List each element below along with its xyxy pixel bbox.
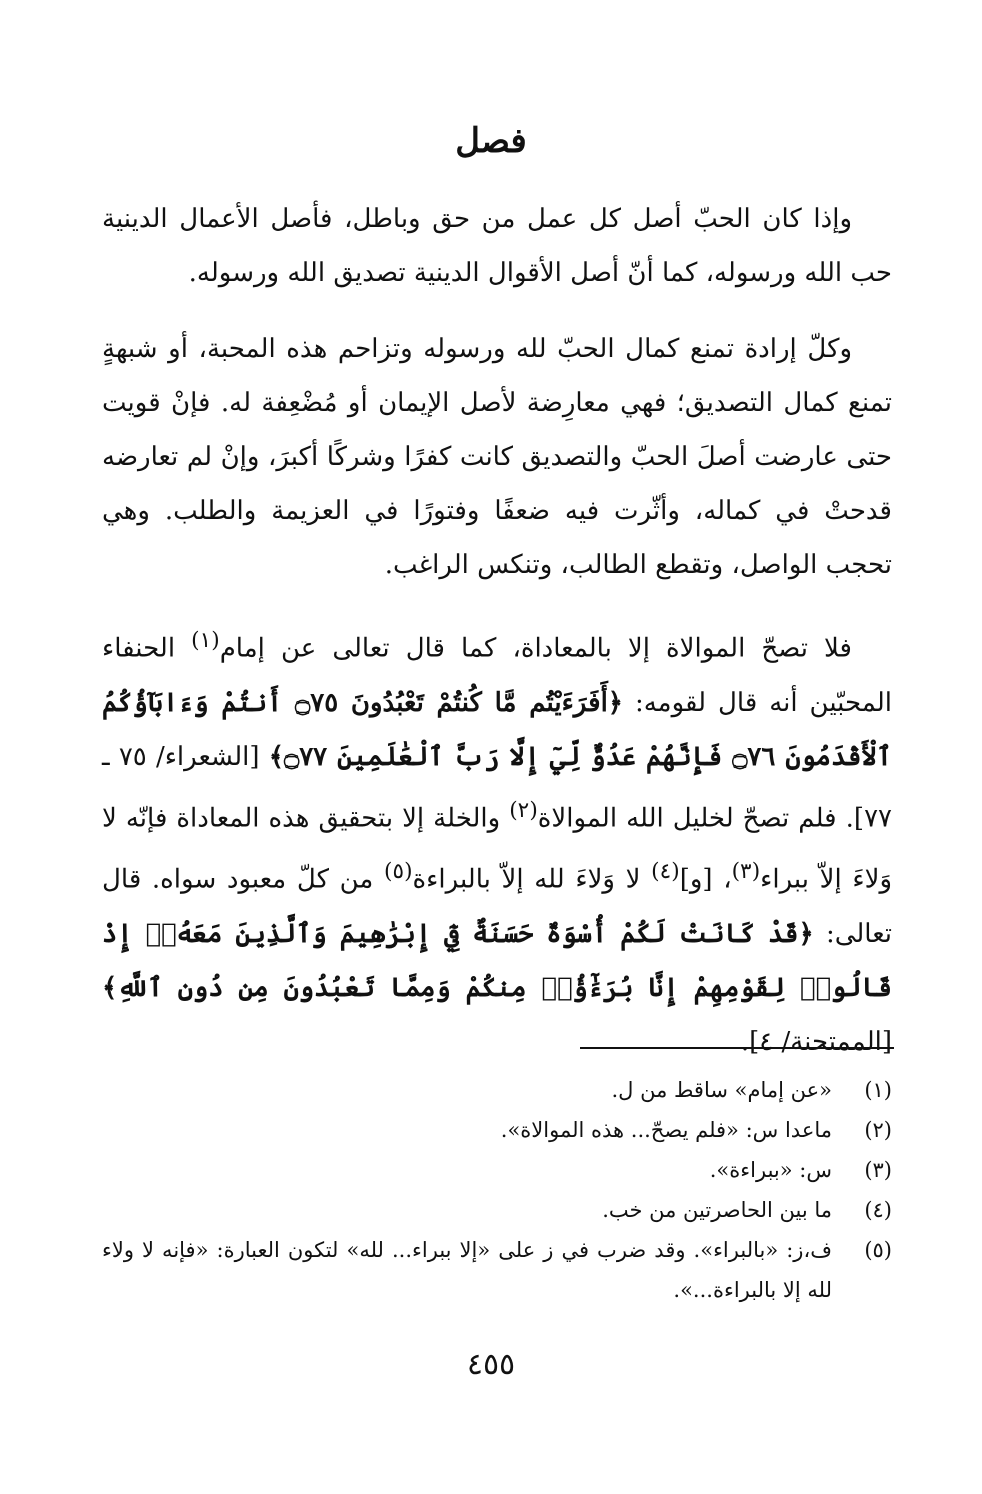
footnote-number: (٥) — [864, 1238, 892, 1262]
paragraph-3-text: والخلة إلا بتحقيق هذه المعاداة فإنّه لا وَلاءَ إلاّ ببراء — [102, 803, 892, 895]
paragraph-2: وكلّ إرادة تمنع كمال الحبّ لله ورسوله وتزاحم هذه المحبة، أو شبهةٍ تمنع كمال التصديق؛ فهي معارِضة لأصل الإيمان أو مُضْعِفة له. فإنْ قويت حتى عارضت أصلَ الحبّ والتصديق كانت كفرًا وشركًا أكبرَ، وإنْ لم تعارضه قدحتْ في كماله، وأثّرت فيه ضعفًا وفتورًا في العزيمة والطلب. وهي تحجب الواصل، وتقطع الطالب، وتنكس الراغب. — [102, 334, 892, 580]
footnote-number: (٤) — [864, 1198, 892, 1222]
footnote-text: ف،ز: «بالبراء». وقد ضرب في ز على «إلا ببراء... لله» لتكون العبارة: «فإنه لا ولاء لله إلا بالبراءة...». — [102, 1238, 832, 1302]
footnote-item — [102, 1110, 892, 1150]
footnote-ref-5: (٥) — [383, 859, 413, 885]
paragraph-1: وإذا كان الحبّ أصل كل عمل من حق وباطل، فأصل الأعمال الدينية حب الله ورسوله، كما أنّ أصل الأقوال الدينية تصديق الله ورسوله. — [102, 204, 892, 288]
footnote-text: «عن إمام» ساقط من ل. — [611, 1078, 832, 1102]
quran-verse: ﴿أَفَرَءَيْتُم مَّا كُنتُمْ تَعْبُدُونَ ۝٧٥ أَنتُمْ وَءَابَآؤُكُمُ ٱلْأَقْدَمُونَ ۝٧٦ فَإِنَّهُمْ عَدُوٌّ لِّيٓ إِلَّا رَبَّ ٱلْعَٰلَمِينَ ۝٧٧﴾ — [102, 687, 892, 772]
paragraph-3-text: لا وَلاءَ لله إلاّ بالبراءة — [412, 864, 652, 895]
paragraph-3-text: . فلم تصحّ لخليل الله الموالاة — [537, 803, 854, 834]
footnote-item — [102, 1190, 892, 1230]
verse-citation: [الشعراء/ ٧٥ ـ ٧٧] — [102, 741, 892, 834]
body-text — [102, 192, 892, 1091]
paragraph-3-text: من كلّ معبود سواه. قال تعالى: — [102, 864, 893, 949]
paragraph-3 — [102, 614, 892, 1069]
footnote-number: (٣) — [864, 1158, 892, 1182]
footnote-ref-4: (٤) — [651, 859, 680, 885]
paragraph-3-text: . — [740, 1026, 750, 1057]
footnote-number: (١) — [864, 1078, 892, 1102]
footnote-item — [102, 1230, 892, 1310]
paragraph-3-text: فلا تصحّ الموالاة إلا بالمعاداة، كما قال تعالى عن إمام — [219, 633, 852, 664]
paragraph-3-text: ، [و] — [679, 864, 732, 895]
footnote-divider — [580, 1047, 894, 1049]
quran-verse: ﴿قَدْ كَانَتْ لَكُمْ أُسْوَةٌ حَسَنَةٌ فِيٓ إِبْرَٰهِيمَ وَٱلَّذِينَ مَعَهُۥٓ إِذْ قَالُوا۟ لِقَوْمِهِمْ إِنَّا بُرَءَٰٓؤُا۟ مِنكُمْ وَمِمَّا تَعْبُدُونَ مِن دُونِ ٱللَّهِ﴾ — [102, 918, 892, 1003]
paragraph-3-text: الحنفاء المحبّين أنه قال لقومه: — [102, 633, 892, 718]
section-heading: فصل — [455, 121, 527, 161]
footnote-ref-2: (٢) — [509, 797, 538, 823]
footnote-ref-1: (١) — [191, 628, 220, 653]
footnotes-list — [102, 1070, 892, 1310]
footnote-item — [102, 1150, 892, 1190]
footnote-number: (٢) — [864, 1118, 892, 1142]
page-number: ٤٥٥ — [466, 1347, 516, 1382]
footnote-text: ما بين الحاصرتين من خب. — [602, 1198, 832, 1222]
footnote-text: س: «ببراءة». — [709, 1158, 832, 1182]
footnote-ref-3: (٣) — [731, 859, 761, 885]
verse-citation: [الممتحنة/ ٤] — [749, 1026, 892, 1057]
footnote-item — [102, 1070, 892, 1110]
footnote-text: ماعدا س: «فلم يصحّ... هذه الموالاة». — [500, 1118, 832, 1142]
